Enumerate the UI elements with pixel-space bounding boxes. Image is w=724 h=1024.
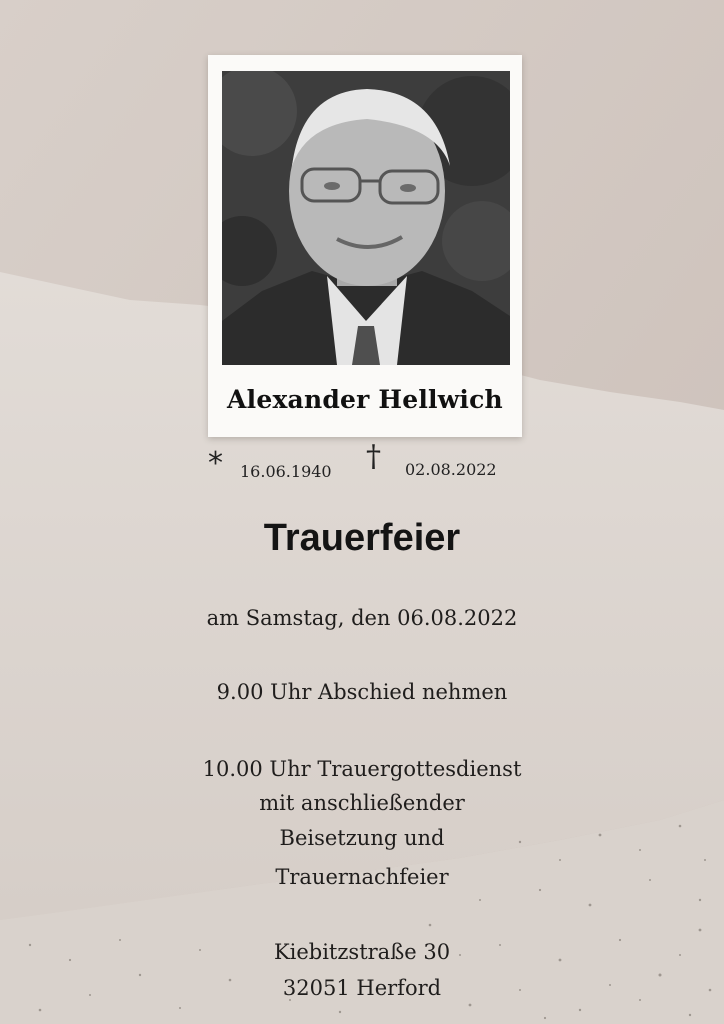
birth-date: 16.06.1940	[240, 462, 332, 481]
address-street: Kiebitzstraße 30	[273, 940, 451, 964]
birth-star-icon: *	[208, 446, 223, 481]
death-cross-icon: †	[366, 439, 381, 474]
farewell-time: 9.00 Uhr Abschied nehmen	[216, 680, 508, 704]
portrait-photo	[222, 71, 510, 365]
service-detail-line: Beisetzung und	[279, 826, 445, 850]
photo-frame	[208, 55, 522, 437]
deceased-name: Alexander Hellwich	[227, 385, 503, 414]
service-detail-line: mit anschließender	[259, 791, 465, 815]
page-title: Trauerfeier	[263, 517, 461, 559]
address-city: 32051 Herford	[282, 976, 442, 1000]
service-detail-line: Trauernachfeier	[275, 865, 449, 889]
service-time: 10.00 Uhr Trauergottesdienst	[202, 757, 522, 781]
service-date: am Samstag, den 06.08.2022	[206, 606, 518, 630]
death-date: 02.08.2022	[405, 460, 497, 479]
